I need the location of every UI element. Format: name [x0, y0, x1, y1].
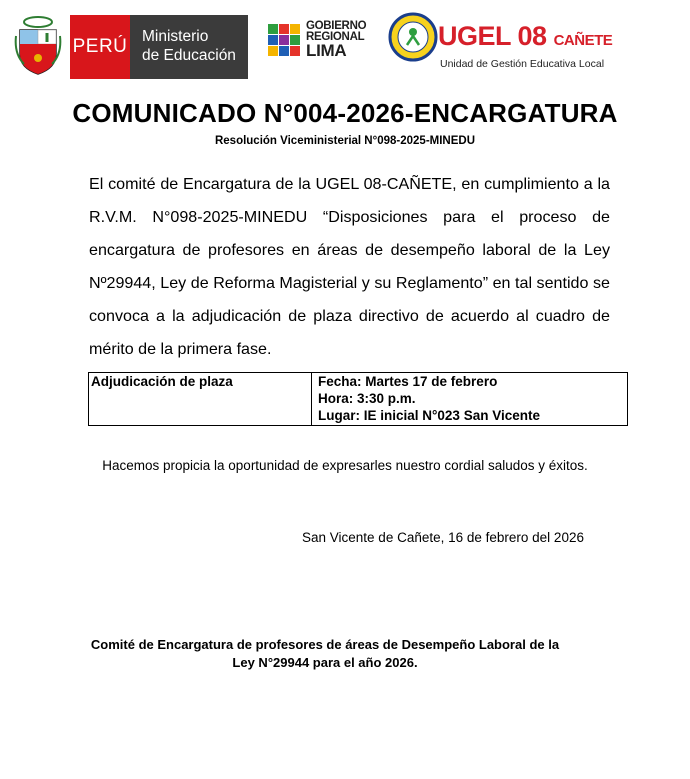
table-row — [89, 373, 628, 426]
ugel-subtitle: Unidad de Gestión Educativa Local — [440, 58, 605, 70]
footer-line1: Comité de Encargatura de profesores de áreas de Desempeño Laboral de la — [90, 637, 560, 652]
gobierno-line1: GOBIERNO — [306, 20, 367, 32]
table-hora: Hora: 3:30 p.m. — [318, 391, 416, 406]
resolution-subtitle: Resolución Viceministerial N°098-2025-MINEDU — [214, 135, 476, 147]
table-details-cell — [312, 373, 628, 426]
adjudication-table — [88, 372, 628, 426]
peru-logo — [70, 15, 130, 79]
ugel-seal-icon — [388, 12, 438, 62]
table-label: Adjudicación de plaza — [91, 374, 233, 389]
gobierno-line2: REGIONAL — [306, 31, 365, 43]
ugel-logo-title — [438, 21, 612, 52]
table-lugar: Lugar: IE inicial N°023 San Vicente — [318, 408, 540, 423]
ministerio-educacion-logo — [130, 15, 248, 79]
ugel-name: UGEL 08 — [438, 21, 547, 51]
date-place: San Vicente de Cañete, 16 de febrero del 2026 — [302, 530, 584, 545]
greeting-text: Hacemos propicia la oportunidad de expresarles nuestro cordial saludos y éxitos. — [102, 458, 588, 473]
body-paragraph: El comité de Encargatura de la UGEL 08-CAÑETE, en cumplimiento a la R.V.M. N°098-2025-MINEDU “Disposiciones para el proceso de encargatura de profesores en áreas de desempeño laboral de la Ley Nº29944, Ley de Reforma Magisterial y su Reglamento” en tal sentido se convoca a la adjudicación de plaza directivo de acuerdo al cuadro de mérito de la primera fase. — [89, 175, 610, 358]
gobierno-line3: LIMA — [306, 41, 347, 60]
gobierno-regional-emblem-icon — [266, 20, 302, 64]
communique-title: COMUNICADO N°004-2026-ENCARGATURA — [72, 98, 618, 128]
peru-coat-of-arms-icon — [14, 14, 62, 76]
signature-footer — [30, 636, 620, 672]
ministry-line1: Ministerio — [142, 28, 209, 45]
ministry-line2: de Educación — [142, 47, 236, 64]
peru-label: PERÚ — [72, 36, 128, 57]
ugel-canete: CAÑETE — [553, 32, 613, 49]
table-label-cell — [89, 373, 312, 426]
footer-line2: Ley N°29944 para el año 2026. — [232, 655, 418, 670]
gobierno-regional-lima-logo — [306, 21, 366, 59]
table-fecha: Fecha: Martes 17 de febrero — [318, 374, 498, 389]
